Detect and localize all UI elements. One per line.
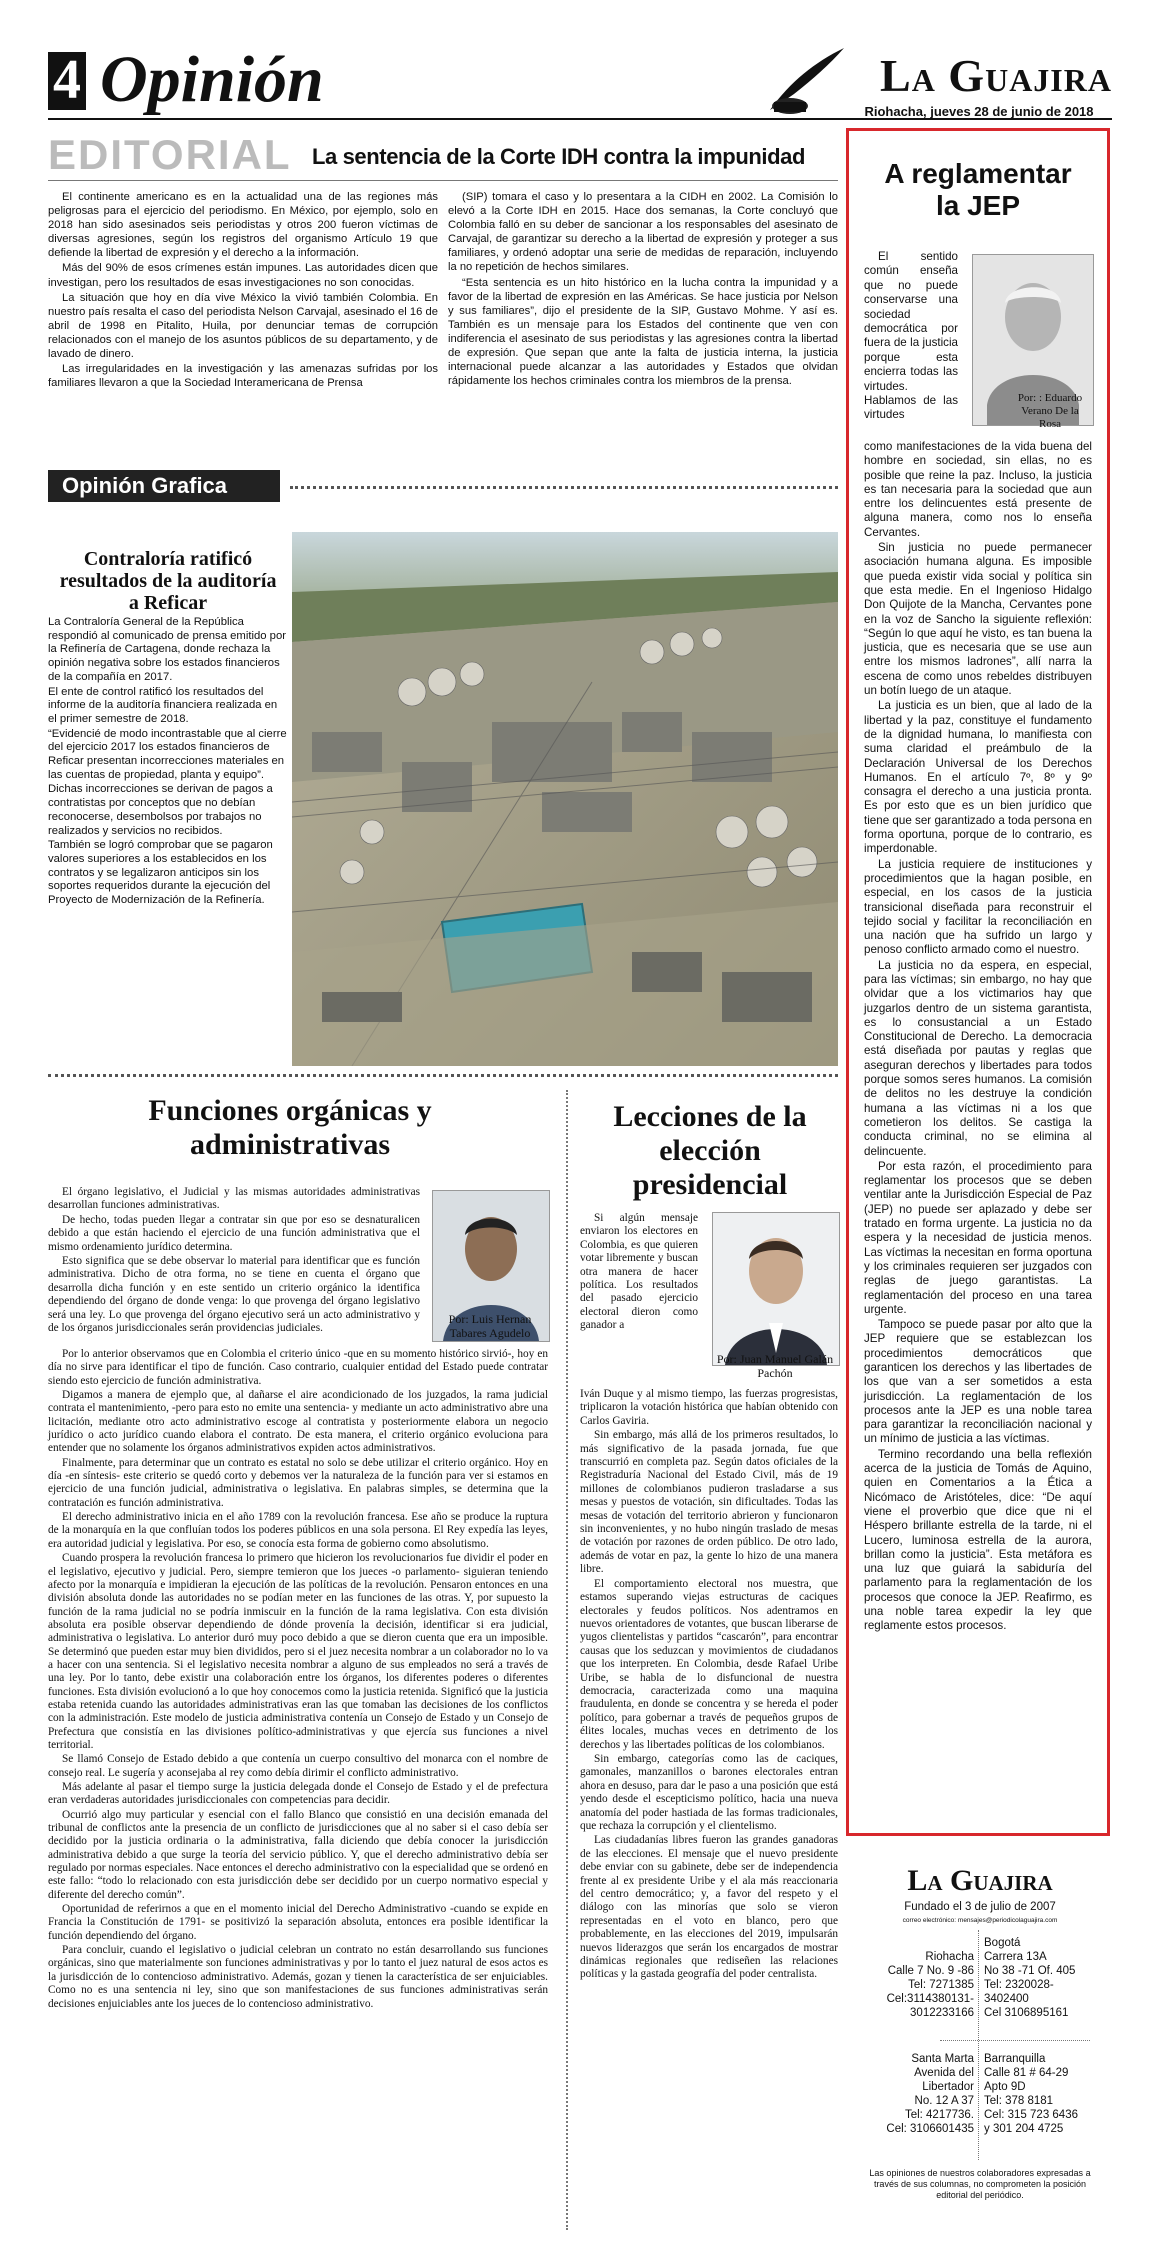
editorial-paragraph: La situación que hoy en día vive México la vivió también Colombia. En nuestro país resalta el caso del periodista Nelson Carvajal, asesinado el 16 de abril de 1998 en Pitalito, Huila, por denunciar temas de corrupción relacionados con el manejo de los asuntos públicos de su departamento, y de lavado de dinero. xyxy=(48,291,438,361)
editorial-label: EDITORIAL xyxy=(48,131,292,178)
jep-paragraph: Tampoco se puede pasar por alto que la JEP requiere que se establezcan los procedimientos democráticos que garanticen los derechos y las libertades de los que van a ser sometidos a esta jurisdicción. La reglamentación de los procesos ante la JEP es una noble tarea para garantizar la reconciliación nacional y un mínimo de justicia a las víctimas. xyxy=(864,1318,1092,1446)
opinion-grafica-rule xyxy=(290,486,838,489)
jep-intro: El sentido común enseña que no puede conservarse una sociedad democrática por fuera de la justicia porque esta encierra todas las virtudes. Hablamos de las virtudes xyxy=(864,250,958,422)
office-address: No. 12 A 37 xyxy=(914,2095,974,2107)
jep-title: A reglamentar la JEP xyxy=(884,158,1072,221)
office-city: Riohacha xyxy=(925,1951,974,1963)
office-phone: Cel: 3106601435 xyxy=(886,2123,974,2135)
grafica-paragraph: “Evidencié de modo incontrastable que al cierre del ejercicio 2017 los estados financieros de Reficar presentan incorrecciones materiales en las cuentas de propiedad, planta y equipo”. xyxy=(48,727,287,781)
lecciones-paragraph: Sin embargo, categorías como las de caciques, gamonales, manzanillos o barones electorales entran ahora en desuso, para dar le paso a una posición que está yendo desde el escepticismo político, hacia una nueva anatomía del poder hastiada de las formas tradicionales, que rechaza la corrupción y el clientelismo. xyxy=(580,1752,838,1832)
staff-riohacha xyxy=(880,1950,974,2020)
office-city: Barranquilla xyxy=(984,2053,1046,2065)
funciones-paragraph: Finalmente, para determinar que un contrato es estatal no solo se debe utilizar el criterio orgánico. Hoy en día -en síntesis- este criterio se quedó corto y debemos ver la naturaleza de la función para ver si estamos en ejercicio de una función judicial, administrativa o legislativa. En palabras simples, se determina que la contratación es función administrativa. xyxy=(48,1456,548,1509)
funciones-byline: Por: Luis Hernan Tabares Agudelo xyxy=(448,1312,532,1340)
lecciones-paragraph: El comportamiento electoral nos muestra, que estamos superando viejas estructuras de caciques electorales y feudos políticos. Nos adentramos en nuevos orientadores de votantes, que buscan liberarse de yugos clientelistas y partidos “cascarón”, para encontrar causas que los seduzcan y movimientos de ciudadanos que los interpreten. En Colombia, desde Rafael Uribe Uribe, se habla de lo disfuncional de nuestra democracia, caracterizada como una maquina fraudulenta, en donde se concentra y se hereda el poder político, para gobernar a través de pequeños grupos de élites locales, muchas veces en detrimento de los derechos y las libertades políticas de los colombianos. xyxy=(580,1577,838,1751)
office-phone: Tel: 378 8181 xyxy=(984,2095,1054,2107)
office-city: Bogotá xyxy=(984,1937,1021,1949)
grafica-paragraph: Dichas incorrecciones se derivan de pagos a contratistas por conceptos que no debían reconocerse, desembolsos por trabajos no realizados y servicios no recibidos. xyxy=(48,783,273,837)
editorial-col-1 xyxy=(48,190,438,391)
funciones-paragraph: Para concluir, cuando el legislativo o judicial celebran un contrato no están desarrollando sus funciones orgánicas, sino que materialmente son funciones administrativas y por lo tanto el juez natural de esos actos es la jurisdicción de lo contencioso administrativo. Además, gozan y tienen la característica de ser enjuiciables. Como no es una sentencia ni ley, sino que son manifestaciones de sus funciones administrativas serán decisiones enjuiciables ante los jueces de lo contencioso administrativo. xyxy=(48,1944,548,2010)
opinion-grafica-body xyxy=(48,616,288,909)
page-number: 4 xyxy=(53,49,81,111)
office-address: Calle 81 # 64-29 xyxy=(984,2067,1069,2079)
office-phone: Tel: 4217736. xyxy=(904,2109,974,2121)
office-address: Apto 9D xyxy=(984,2081,1026,2093)
section-rule xyxy=(48,1074,838,1077)
staff-grid-vline xyxy=(978,1930,979,2160)
dateline: Riohacha, jueves 28 de junio de 2018 xyxy=(864,104,1094,119)
funciones-paragraph: De hecho, todas pueden llegar a contratar sin que por eso se desnaturalicen debido a que están haciendo el ejercicio de una función administrativa que el mismo ordenamiento jurídico determina. xyxy=(48,1213,420,1253)
editorial-paragraph: Las irregularidades en la investigación y las amenazas sufridas por los familiares llevaron a que la Sociedad Interamericana de Prensa xyxy=(48,363,438,390)
funciones-paragraph: Se llamó Consejo de Estado debido a que contenía un cuerpo consultivo del monarca con el nombre de consejo real. Le sugería y aconsejaba al rey como debía dirimir el conflicto administrativo. xyxy=(48,1753,548,1779)
staff-email: correo electrónico: mensajes@periodicolaguajira.com xyxy=(902,1917,1058,1924)
jep-paragraph: La justicia es un bien, que al lado de la libertad y la paz, constituye el fundamento de la dignidad humana, lo manifiesta con suma claridad el preámbulo de la Declaración Universal de los Derechos Humanos. En el artículo 7º, 8º y 9º consagra el derecho a una justicia pronta. Es por esto que es un bien jurídico que tiene que ser garantizado a toda persona en forma oportuna, porque de lo contrario, es imperdonable. xyxy=(864,699,1092,856)
funciones-paragraph: Esto significa que se debe observar lo material para identificar que es función administrativa. Dicho de otra forma, no se tiene en cuenta el órgano que desarrolla dicha función y en este sentido un criterio orgánico la identifica dependiendo del órgano de donde venga: lo que provenga del órgano legislativo será una ley. Lo que provenga del órgano ejecutivo será un acto administrativo y de los órganos jurisdiccionales serán providencias judiciales. xyxy=(48,1255,420,1335)
office-city: Santa Marta xyxy=(911,2053,974,2065)
staff-barranquilla xyxy=(984,2052,1104,2136)
quill-inkwell-icon xyxy=(760,42,848,116)
funciones-lead xyxy=(48,1186,420,1336)
grafica-paragraph: El ente de control ratificó los resultados del informe de la auditoría financiera realizada en el primer semestre de 2018. xyxy=(48,685,278,725)
jep-paragraph: La justicia requiere de instituciones y procedimientos que la hagan posible, en especial, en los casos de la justicia transicional diseñada para reconstruir el tejido social y facilitar la reconciliación en una nación que ha sufrido un largo y penoso conflicto armado como el nuestro. xyxy=(864,857,1092,957)
jep-paragraph: Termino recordando una bella reflexión acerca de la justicia de Tomás de Aquino, quien en Comentarios a la Ética a Nicómaco de Aristóteles, dice: “De aquí viene el proverbio que dice que ni el Héspero brillante estrella de la tarde, ni el Lucero, luminosa estrella de la aurora, brillan como la justicia”. Esta metáfora es una luz que guiará la sabiduría del parlamento para la reglamentación de los procesos que conoce la JEP. Reafirmo, es una noble tarea expedir la ley que reglamente estos procesos. xyxy=(864,1447,1092,1633)
staff-paper-name: La Guajira xyxy=(907,1864,1053,1897)
office-address: Carrera 13A xyxy=(984,1951,1047,1963)
editorial-paragraph: (SIP) tomara el caso y lo presentara a la CIDH en 2002. La Comisión lo elevó a la Corte IDH en 2015. Hace dos semanas, la Corte concluyó que Colombia falló en su deber de sancionar a los responsables del asesinato de Carvajal, de garantizar su derecho a la libertad de expresión y proteger a sus familiares, y ordenó adoptar una serie de medidas de reparación, incluyendo la no repetición de hechos similares. xyxy=(448,191,838,274)
funciones-paragraph: El derecho administrativo inicia en el año 1789 con la revolución francesa. Ese año se produce la ruptura de la monarquía en la que confluían todos los poderes públicos en una sola persona. El Rey expedía las leyes, era autoridad judicial y legislativa. Por eso, se conocía esta forma de gobierno como absolutismo. xyxy=(48,1511,548,1550)
office-phone: Tel: 2320028- xyxy=(984,1979,1054,1991)
editorial-paragraph: Más del 90% de esos crímenes están impunes. Las autoridades dicen que investigan, pero los resultados de esas investigaciones no son conocidas. xyxy=(48,262,438,289)
lecciones-title: Lecciones de la elección presidencial xyxy=(613,1100,807,1201)
office-phone: Cel 3106895161 xyxy=(984,2007,1069,2019)
jep-paragraph: Por esta razón, el procedimiento para reglamentar los procesos que se deben ventilar ante la Jurisdicción Especial de Paz (JEP) no puede ser aplazado y debe ser tratado en forma urgente. La justicia no da espera y la necesidad de justicia menos. Las víctimas la necesitan en forma oportuna y los criminales requieren ser juzgados con reglas de juego garantistas. La reglamentación del proceso en una tarea urgente. xyxy=(864,1159,1092,1316)
funciones-body xyxy=(48,1348,548,2012)
office-phone: 3012233166 xyxy=(910,2007,974,2019)
office-phone: Cel:3114380131- xyxy=(886,1993,974,2005)
author-portrait-icon xyxy=(713,1213,839,1365)
jep-paragraph: Sin justicia no puede permanecer asociación humana alguna. Es imposible que pueda existir vida social y política sin que esta medie. En el Ingenioso Hidalgo Don Quijote de la Mancha, Cervantes pone en la voz de Sancho la siguiente reflexión: “Según lo que aquí he visto, es tan buena la justicia, que es necesaria que se use aun entre los mismos ladrones”, allí narra la escena de como unos rebeldes distribuyen un botín luego de un ataque. xyxy=(864,541,1092,698)
funciones-title: Funciones orgánicas y administrativas xyxy=(148,1094,432,1161)
funciones-paragraph: El órgano legislativo, el Judicial y las mismas autoridades administrativas desarrollan funciones administrativas. xyxy=(48,1186,420,1212)
office-phone: 3402400 xyxy=(984,1993,1029,2005)
lecciones-paragraph: Iván Duque y al mismo tiempo, las fuerzas progresistas, triplicaron la votación histórica que habían obtenido con Carlos Gaviria. xyxy=(580,1388,838,1427)
funciones-paragraph: Más adelante al pasar el tiempo surge la justicia delegada donde el Consejo de Estado y el de prefectura eran verdaderas autoridades jurisdiccionales con competencias para decidir. xyxy=(48,1781,548,1807)
jep-byline: Por: : Eduardo Verano De la Rosa xyxy=(1017,392,1083,430)
jep-paragraph: La justicia no da espera, en especial, para las víctimas; sin embargo, no hay que olvidar que a los victimarios hay que juzgarlos dentro de un sistema garantista, es lo consustancial a un Estado Constitucional de Derecho. La democracia está diseñada por pautas y reglas que aseguran derechos y libertades para todos porque somos seres humanos. La comisión de delitos no les destruye la condición humana a las víctimas ni a los que cometieron los delitos. Se castiga la conducta criminal, no se elimina al delincuente. xyxy=(864,958,1092,1158)
staff-founded: Fundado el 3 de julio de 2007 xyxy=(904,1901,1056,1913)
office-address: Calle 7 No. 9 -86 xyxy=(887,1965,974,1977)
funciones-paragraph: Oportunidad de referirnos a que en el momento inicial del Derecho Administrativo -cuando se expide en Francia la Constitución de 1791- se positivizó la separación absoluta, entonces era posible identificar la función dependiendo del órgano. xyxy=(48,1903,548,1942)
funciones-paragraph: Cuando prospera la revolución francesa lo primero que hicieron los revolucionarios fue dividir el poder en el legislativo, ejecutivo y judicial. Pero, siempre temieron que los jueces -o parlamento- siguieran teniendo afecto por la monarquía e impidieran la ejecución de las políticas de la revolución. Pensaron entonces en una división absoluta donde las autoridades no se podían meter en las funciones de las otras. Y, por supuesto la función de la rama judicial no se podría inmiscuir en la función de la rama legislativa. Con esta división absoluta era posible observar dependiendo de dónde provenía la decisión, identificar si era judicial, administrativa o legislativa. Lo anterior duró muy poco debido a que se dieron cuenta que era un imposible. Se determinó que pueden estar muy bien divididos, pero si el juez necesita nombrar a un colaborador no lo va a hacer con una sentencia. Si el legislativo necesita nombrar a alguno de sus empleados no será a través de una ley. Por lo tanto, debe existir una colaboración entre los órganos, los diferentes poderes o diferentes funciones. Esta división evolucionó a lo que hoy conocemos como la justicia retenida. Significó que la justicia estaba retenida cuando las autoridades administrativas eran las que tomaban las decisiones de los conflictos con la administración. Este modelo de justicia administrativa contenía un Consejo de Estado y un Consejo de Prefectura que consistía en las divisiones político-administrativas y que ejercía sus funciones a nivel territorial. xyxy=(48,1552,548,1751)
funciones-paragraph: Digamos a manera de ejemplo que, al dañarse el aire acondicionado de los juzgados, la rama judicial contrata el mantenimiento, -pero para esto no emite una sentencia- y mediante un acto administrativo abre una licitación, mediante otro acto administrativo escoge al contratista y posteriormente elabora un negocio jurídico o acto jurídico cuando elabora el contrato. De esta manera, el criterio orgánico evoluciona para entender que no solamente los órganos administrativos expiden actos administrativos. xyxy=(48,1389,548,1455)
office-phone: y 301 204 4725 xyxy=(984,2123,1064,2135)
editorial-paragraph: “Esta sentencia es un hito histórico en la lucha contra la impunidad y a favor de la libertad de expresión en las Américas. Se hace justicia por Nelson y sus familiares”, dijo el presidente de la SIP, Gustavo Mohme. Y así es. También es un mensaje para los Estados del continente que ven con indiferencia el asesinato de sus periodistas y las agresiones contra la libertad de expresión. Que sepan que ante la falta de justicia interna, la justicia internacional puede alcanzar a las autoridades y Estados que olvidan rápidamente los hechos criminales contra los miembros de la prensa. xyxy=(448,276,838,388)
editorial-col-2 xyxy=(448,190,838,389)
jep-body xyxy=(864,440,1092,1635)
paper-name-header: La Guajira xyxy=(880,50,1112,101)
office-address: Libertador xyxy=(922,2081,974,2093)
section-title: Opinión xyxy=(100,43,324,116)
staff-santa-marta xyxy=(870,2052,974,2136)
lecciones-paragraph: Las ciudadanías libres fueron las grandes ganadoras de las elecciones. El mensaje que el nuevo presidente debe enviar con su gabinete, debe ser de independencia frente al ex presidente Uribe y el ala más reaccionaria del centro democrático; y, a favor del respeto y el diálogo con las minorías que solo se vieron representadas en el voto en blanco, pero que probablemente, en las elecciones del 2019, impulsarán nuevos liderazgos que serán los encargados de mostrar dinámicas regionales que rediseñen las relaciones políticas y la gastada geografía del poder centralista. xyxy=(580,1834,838,1981)
editorial-title: La sentencia de la Corte IDH contra la impunidad xyxy=(312,144,806,169)
staff-bogota xyxy=(984,1936,1104,2020)
funciones-paragraph: Ocurrió algo muy particular y esencial con el fallo Blanco que consistió en una decisión emanada del tribunal de conflictos ante la presencia de un conflicto de jurisdicciones que al no saber si el caso debía ser decidido por la justicia ordinaria o la administrativa, falla diciendo que debía conocer la jurisdicción administrativa debido a que surge la teoría del servicio público. Y, que el derecho administrativo debía ser regulado por normas especiales. Nace entonces el derecho administrativo con la especialidad que se ordenó en este fallo: “todo lo relacionado con esta jurisdicción debe ser decidido por un cuerpo normativo especial y diferente del derecho común”. xyxy=(48,1808,548,1901)
office-phone: Cel: 315 723 6436 xyxy=(984,2109,1078,2121)
office-phone: Tel: 7271385 xyxy=(908,1979,974,1991)
opinion-grafica-label: Opinión Grafica xyxy=(62,473,228,498)
column-separator xyxy=(566,1090,568,2230)
office-address: No 38 -71 Of. 405 xyxy=(984,1965,1076,1977)
staff-grid-hline xyxy=(940,2040,1090,2041)
office-address: Avenida del xyxy=(914,2067,974,2079)
funciones-paragraph: Por lo anterior observamos que en Colombia el criterio único -que en su momento histórico sirvió-, hoy en día no sirve para identificar el tipo de función. Caso contrario, cualquier entidad del Estado puede contratar siendo esto ejercicio de función administrativa. xyxy=(48,1348,548,1387)
lecciones-intro: Si algún mensaje enviaron los electores en Colombia, es que quieren votar libremente y buscan otra manera de hacer política. Los resultados del pasado ejercicio electoral dieron como ganador a xyxy=(580,1212,698,1332)
editorial-rule xyxy=(48,180,838,181)
grafica-paragraph: También se logró comprobar que se pagaron valores superiores a los establecidos en los contratos y se legalizaron anticipos sin los soportes requeridos durante la ejecución del Proyecto de Modernización de la Refinería. xyxy=(48,839,273,907)
editorial-paragraph: El continente americano es en la actualidad una de las regiones más peligrosas para el ejercicio del periodismo. En México, por ejemplo, solo en 2018 han sido asesinados seis periodistas y otros 200 fueron víctimas de diversas agresiones, según los registros del organismo Artículo 19 que defiende la libertad de expresión y el derecho a la información. xyxy=(48,191,438,260)
lecciones-author-photo xyxy=(712,1212,840,1366)
jep-paragraph: como manifestaciones de la vida buena del hombre en sociedad, sin ellas, no es posible que reine la paz. Incluso, la justicia es tan necesaria para la sociedad que aun entre los delincuentes está presente de alguna manera, como nos lo enseña Cervantes. xyxy=(864,440,1092,539)
lecciones-body xyxy=(580,1388,838,1983)
opinion-grafica-title: Contraloría ratificó resultados de la auditoría a Reficar xyxy=(59,548,277,614)
lecciones-byline: Por: Juan Manuel Galán Pachón xyxy=(716,1352,834,1380)
refinery-aerial-photo xyxy=(292,532,838,1066)
staff-disclaimer: Las opiniones de nuestros colaboradores expresadas a través de sus columnas, no comprometen la posición editorial del periódico. xyxy=(869,2168,1091,2200)
grafica-paragraph: La Contraloría General de la República respondió al comunicado de prensa emitido por la Refinería de Cartagena, donde rechaza la opinión negativa sobre los estados financieros de la compañía en 2017. xyxy=(48,616,287,683)
lecciones-paragraph: Sin embargo, más allá de los primeros resultados, lo más significativo de la pasada jornada, fue que transcurrió en completa paz. Según datos oficiales de la Registraduría Nacional del Estado Civil, más de 19 millones de colombianos pudieron trasladarse a sus mesas y puestos de votación, sin dificultades. Todas las mesas de votación del territorio abrieron y funcionaron sin inconvenientes, y no hubo ningún traslado de mesas de votación por razones de orden público. De otro lado, además de votar en paz, la gente lo hizo de una manera libre. xyxy=(580,1429,838,1576)
